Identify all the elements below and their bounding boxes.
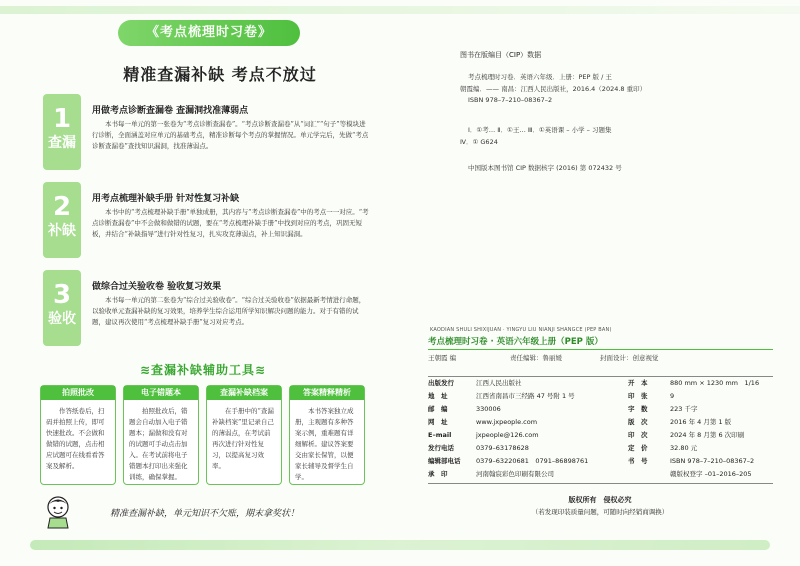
info-row: [428, 390, 773, 403]
info-label: 版 次: [628, 418, 648, 426]
tool-card-answer-analysis: [289, 385, 365, 485]
cip-line: 考点梳理时习卷．英语六年级．上册：PEP 版 / 王: [468, 73, 612, 81]
info-label: 开 本: [628, 379, 648, 387]
info-label: 编辑部电话: [428, 457, 461, 465]
cip-line: 朝霞编．—— 南昌：江西人民出版社，2016.4（2024.8 重印）: [460, 85, 647, 93]
section-1-number: 1: [52, 104, 72, 134]
publication-info-table: [428, 376, 773, 484]
info-value: 2024 年 8 月第 6 次印刷: [670, 431, 745, 439]
info-value: 880 mm × 1230 mm 1/16: [670, 379, 760, 387]
section-3-number: 3: [52, 280, 72, 310]
info-value: ISBN 978–7–210–08367–2: [670, 457, 755, 465]
info-label: 承 印: [428, 470, 448, 478]
info-label: 印 次: [628, 431, 648, 439]
credit-editor: 责任编辑：鲁丽媛: [510, 354, 562, 362]
cip-line: 中国版本图书馆 CIP 数据核字 (2016) 第 072432 号: [468, 164, 622, 172]
section-2-title: 用考点梳理补缺手册 针对性复习补缺: [92, 194, 240, 204]
info-label: [628, 468, 670, 481]
info-value: www.jxpeople.com: [476, 418, 538, 426]
section-2-body: 本书中的“考点梳理补缺手册”单独成册，其内容与“考点诊断查漏卷”中的考点一一对应。“考点诊断查漏卷”中不会做和做错的试题，要在“考点梳理补缺手册”中找到对应的考点，巩固无短板，并结合“补缺指导”进行针对性复习，扎实攻克薄弱点，补上知识漏洞。: [92, 208, 369, 238]
info-table-divider: [428, 483, 773, 484]
info-row: [428, 455, 773, 468]
info-label: 地 址: [428, 392, 448, 400]
info-label: 印 张: [628, 392, 648, 400]
child-mascot-icon: [42, 494, 74, 530]
section-2-number: 2: [52, 192, 72, 222]
copyright-notice: 版权所有 侵权必究: [568, 496, 632, 504]
info-label: 邮 编: [428, 405, 448, 413]
info-value: 0379–63178628: [476, 444, 529, 452]
cip-line: Ⅳ．① G624: [460, 138, 498, 146]
tool-card-title: 查漏补缺档案: [207, 386, 281, 400]
tool-card-title: 拍照批改: [41, 386, 115, 400]
slogan-text: 精准查漏补缺，单元知识不欠账，期末拿奖状！: [110, 509, 300, 519]
info-label: 书 号: [628, 457, 648, 465]
info-label: E–mail: [428, 431, 452, 439]
info-label: 字 数: [628, 405, 648, 413]
info-row: [428, 442, 773, 455]
cip-heading: 图书在版编目（CIP）数据: [460, 51, 542, 59]
series-banner: 《考点梳理时习卷》: [118, 20, 300, 46]
section-1-title: 用做考点诊断查漏卷 查漏洞找准薄弱点: [92, 106, 249, 116]
cip-line: Ⅰ．①考… Ⅱ．①王… Ⅲ．①英语课 – 小学 – 习题集: [468, 126, 612, 134]
right-page: [400, 0, 800, 566]
bottom-decoration: [30, 540, 770, 550]
credit-cover-design: 封面设计：创意视觉: [600, 354, 659, 362]
info-row: [428, 468, 773, 481]
info-value: 河南翰宸彩色印刷有限公司: [476, 470, 554, 478]
section-3-caption: 验收: [48, 311, 76, 327]
page-headline: 精准查漏补缺 考点不放过: [123, 65, 317, 84]
info-label: 定 价: [628, 444, 648, 452]
section-3-body: 本书每一单元的第二张卷为“综合过关验收卷”。“综合过关验收卷”依据最新考情进行命题，以验收单元查漏补缺的复习效果，培养学生综合运用所学知识解决问题的能力。对于有错的试题，建议再次使用“考点梳理补缺手册”复习对应考点。: [92, 296, 366, 326]
section-1-body: 本书每一单元的第一张卷为“考点诊断查漏卷”。“考点诊断查漏卷”从“词汇”“句子”等模块进行诊断，全面涵盖对应单元的基础考点，精准诊断每个考点的掌握情况。单元学完后，先做“考点诊断查漏卷”查找知识漏洞，找准薄弱点。: [92, 120, 369, 150]
section-2-tab: [43, 182, 81, 258]
info-value: 赣版权登字 –01–2016–205: [670, 470, 752, 478]
info-value: 江西人民出版社: [476, 379, 522, 387]
quality-notice: （若发现印装质量问题，可随时向经销商调换）: [531, 508, 669, 516]
tool-card-gap-record: [206, 385, 282, 485]
info-value: 330006: [476, 405, 501, 413]
tool-card-body: 本书答案独立成册，主观题有多种答案示例，重难题有详细解析。建议答案要交由家长保管，以便家长辅导及督学生自学。: [295, 407, 354, 481]
section-3-tab: [43, 270, 81, 346]
info-value: 0379–63220681 0791–86898761: [476, 457, 589, 465]
info-value: jxpeople@126.com: [476, 431, 539, 439]
info-row: [428, 377, 773, 390]
info-label: 出版发行: [428, 379, 454, 387]
tool-card-title: 电子错题本: [124, 386, 198, 400]
tool-card-photo-grading: [40, 385, 116, 485]
tool-card-error-book: [123, 385, 199, 485]
pinyin-title: KAODIAN SHULI SHIXIJUAN · YINGYU LIU NIANJI SHANGCE (PEP BAN): [430, 327, 612, 333]
info-label: 发行电话: [428, 444, 454, 452]
info-value: 9: [670, 392, 675, 400]
credit-author: 王朝霞 编: [428, 354, 457, 362]
section-3-title: 做综合过关验收卷 验收复习效果: [92, 282, 222, 292]
section-2-caption: 补缺: [48, 223, 76, 239]
tool-card-body: 拍照批改后，错题会自动加入电子错题本；漏做和没有对的试题可手动点击加入。在考试前将电子错题本打印出来强化训练，确保掌握。: [129, 407, 188, 481]
info-row: [428, 403, 773, 416]
info-value: 223 千字: [670, 405, 698, 413]
info-value: 32.80 元: [670, 444, 698, 452]
tool-card-title: 答案精释精析: [290, 386, 364, 400]
section-1-caption: 查漏: [48, 135, 76, 151]
info-label: 网 址: [428, 418, 448, 426]
tool-card-body: 作答纸卷后，扫码并拍照上传，即可快速批改。不会做和做错的试题，点击相应试题可在线看看答案及解析。: [46, 407, 105, 470]
section-1-tab: [43, 94, 81, 170]
info-value: 江西省南昌市三经路 47 号附 1 号: [476, 392, 575, 400]
book-title: 考点梳理时习卷 · 英语六年级上册（PEP 版）: [428, 335, 773, 350]
info-row: [428, 429, 773, 442]
tools-title: ≋查漏补缺辅助工具≋: [140, 363, 267, 377]
info-value: 2016 年 4 月第 1 版: [670, 418, 732, 426]
info-row: [428, 416, 773, 429]
tool-card-body: 在手册中的“查漏补缺档案”里记录自己的薄弱点，在考试前再次进行针对性复习，以提高复习效率。: [212, 407, 274, 470]
cip-line: ISBN 978–7–210–08367–2: [468, 96, 553, 104]
